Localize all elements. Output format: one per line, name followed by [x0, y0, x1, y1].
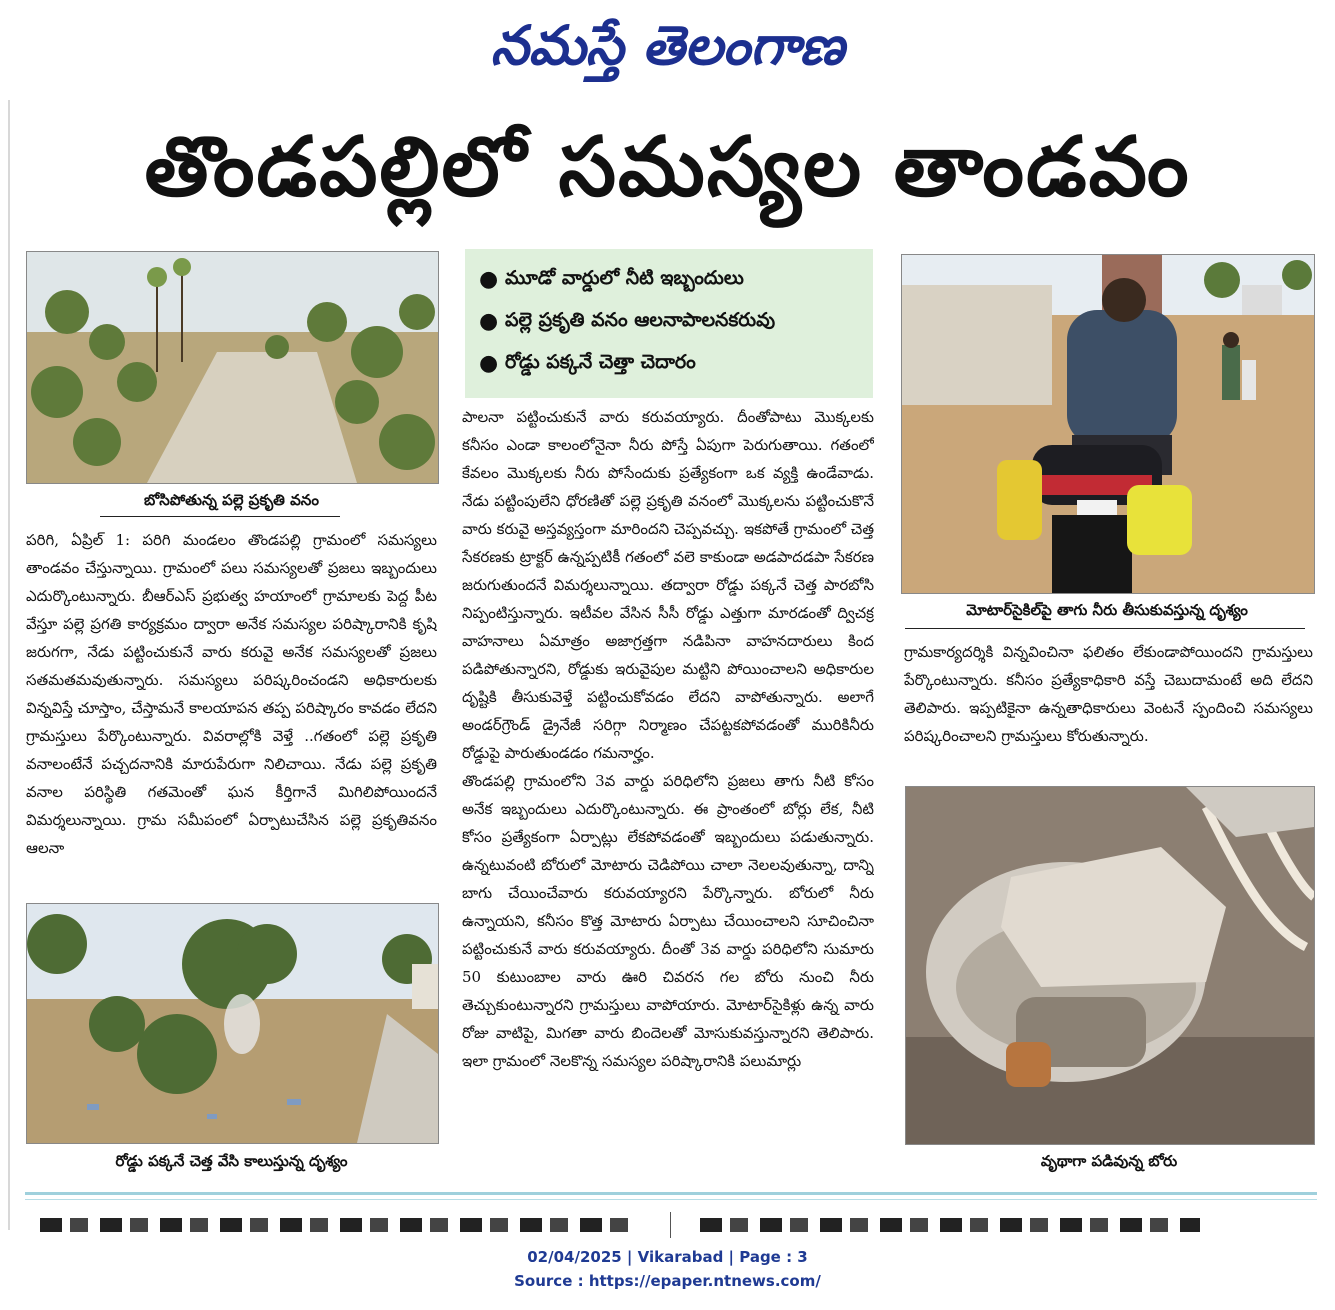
column-middle-paragraph-1: పాలనా పట్టించుకునే వారు కరువయ్యారు. దీంతోపాటు మొక్కలకు కనీసం ఎండా కాలంలోనైనా నీరు పోస్తే ఏపుగా పెరుగుతాయి. గతంలో కేవలం మొక్కలకు నీరు పోసేందుకు ప్రత్యేకంగా ఒక వ్యక్తి ఉండేవాడు. నేడు పట్టింపులేని ధోరణితో పల్లె ప్రకృతి వనంలో మొక్కలను పట్టించుకొనే వారు కరువై అస్తవ్యస్తంగా మారిందని చెప్పవచ్చు. ఇకపోతే గ్రామంలో చెత్త సేకరణకు ట్రాక్టర్ ఉన్నప్పటికీ గతంలో వలె కాకుండా అడపాదడపా సేకరణ జరుగుతుందనే విమర్శలున్నాయి. తద్వారా రోడ్డు పక్కనే చెత్త పారబోసి నిప్పంటిస్తున్నారు. ఇటీవల వేసిన సీసీ రోడ్డు ఎత్తుగా మారడంతో ద్విచక్ర వాహనాలు ఏమాత్రం అజాగ్రత్తగా నడిపినా వాహనదారులు కింద పడిపోతున్నారని, రోడ్డుకు ఇరువైపుల మట్టిని పోయించాలని అధికారుల దృష్టికి తీసుకువెళ్తే పట్టించుకోవడం లేదని వాపోతున్నారు. అలాగే అండర్‌గ్రౌండ్ డ్రైనేజీ సరిగ్గా నిర్మాణం చేపట్టకపోవడంతో మురికినీరు రోడ్డుపై పారుతుండడం గమనార్హం.: [462, 408, 874, 762]
bullet-icon: ●: [479, 351, 499, 376]
motorcycle-photo-caption: మోటార్‌సైకిల్‌పై తాగు నీరు తీసుకువస్తున్న దృశ్యం: [966, 601, 1248, 619]
cropped-next-headline-right: [700, 1218, 1200, 1232]
park-photo: [26, 251, 439, 484]
column-right-text: గ్రామకార్యదర్శికి విన్నవించినా ఫలితం లేకుండాపోయిందని గ్రామస్తులు పేర్కొంటున్నారు. కనీసం ప్రత్యేకాధికారి వస్తే చెబుదామంటే అది లేదని తెలిపారు. ఇప్పటికైనా ఉన్నతాధికారులు వెంటనే స్పందించి సమస్యలు పరిష్కరించాలని గ్రామస్తులు కోరుతున్నారు.: [904, 643, 1313, 745]
highlight-item: [479, 301, 859, 343]
column-middle-paragraph-2: తొండపల్లి గ్రామంలోని 3వ వార్డు పరిధిలోని ప్రజలు తాగు నీటి కోసం అనేక ఇబ్బందులు ఎదుర్కొంటున్నారు. ఈ ప్రాంతంలో బోర్లు లేక, నీటి కోసం ప్రత్యేకంగా ఏర్పాట్లు లేకపోవడంతో ఇబ్బందులు పడుతున్నారు. ఉన్నటువంటి బోరులో మోటారు చెడిపోయి చాలా నెలలవుతున్నా, దాన్ని బాగు చేయించేవారు కరువయ్యారని పేర్కొన్నారు. బోరులో నీరు ఉన్నాయని, కనీసం కొత్త మోటారు ఏర్పాటు చేయించాలని సూచించినా పట్టించుకునే వారు కరువయ్యారు. దీంతో 3వ వార్డు పరిధిలోని సుమారు 50 కుటుంబాల వారు ఊరి చివరన గల బోరు నుంచి నీరు తెచ్చుకుంటున్నారని గ్రామస్తులు వాపోయారు. మోటార్‌సైకిళ్లు ఉన్న వారు రోజు వాటిపై, మిగతా వారు బిందెలతో మోసుకువస్తున్నారని తెలిపారు. ఇలా గ్రామంలో నెలకొన్న సమస్యల పరిష్కారానికి పలుమార్లు: [462, 772, 874, 1070]
source-link[interactable]: Source : https://epaper.ntnews.com/: [514, 1272, 821, 1290]
highlight-item: [479, 343, 859, 385]
page-left-rule: [8, 100, 10, 1230]
article-column-middle: [462, 403, 874, 1186]
garbage-burning-photo: [26, 903, 439, 1144]
highlight-text: రోడ్డు పక్కనే చెత్తా చెదారం: [505, 350, 696, 373]
highlight-item: [479, 259, 859, 301]
bottom-rule: [25, 1199, 1317, 1200]
bottom-rule: [25, 1192, 1317, 1195]
borewell-photo-caption: వృథాగా పడివున్న బోరు: [1040, 1152, 1178, 1170]
park-photo-caption: బోసిపోతున్న పల్లె ప్రకృతి వనం: [144, 491, 319, 509]
garbage-photo-caption: రోడ్డు పక్కనే చెత్త వేసి కాలుస్తున్న దృశ్యం: [115, 1152, 348, 1170]
borewell-photo: [905, 786, 1315, 1145]
column-divider: [670, 1212, 671, 1238]
article-column-right: [904, 638, 1313, 778]
article-headline: తొండపల్లిలో సమస్యల తాండవం: [144, 120, 1191, 215]
bullet-icon: ●: [479, 309, 499, 334]
column-left-text: పరిగి, ఏప్రిల్ 1: పరిగి మండలం తొండపల్లి గ్రామంలో సమస్యలు తాండవం చేస్తున్నాయి. గ్రామంలో పలు సమస్యలతో ప్రజలు ఇబ్బందులు ఎదుర్కొంటున్నారు. బీఆర్ఎస్ ప్రభుత్వ హయాంలో గ్రామాలకు పెద్ద పీట వేస్తూ పల్లె ప్రగతి కార్యక్రమం ద్వారా అనేక సమస్యల పరిష్కారానికి కృషి జరుగగా, నేడు పట్టించుకునే వారు కరువై అనేక సమస్యలతో ప్రజలు సతమతమవుతున్నారు. సమస్యలు పరిష్కరించండని అధికారులకు విన్నవిస్తే చూస్తాం, చేస్తామనే కాలయాపన తప్ప పరిష్కారం కావడం లేదని గ్రామస్తులు పేర్కొంటున్నారు. వివరాల్లోకి వెళ్తే ..గతంలో పల్లె ప్రకృతి వనాలంటేనే పచ్చదనానికి మారుపేరుగా నిలిచాయి. నేడు పల్లె ప్రకృతి వనాల పరిస్థితి గతమెంతో ఘన కీర్తిగానే మిగిలిపోయిందనే విమర్శలున్నాయి. గ్రామ సమీపంలో ఏర్పాటుచేసిన పల్లె ప్రకృతివనం ఆలనా: [26, 531, 437, 857]
motorcycle-water-photo: [901, 254, 1315, 594]
article-column-left: [26, 526, 437, 891]
highlight-text: పల్లె ప్రకృతి వనం ఆలనాపాలనకరువు: [505, 308, 776, 331]
bullet-icon: ●: [479, 267, 499, 292]
highlight-text: మూడో వార్డులో నీటి ఇబ్బందులు: [505, 266, 744, 289]
highlights-box: [465, 249, 873, 398]
newspaper-masthead: నమస్తే తెలంగాణ: [490, 13, 845, 77]
caption-underline: [100, 516, 340, 517]
cropped-next-headline-left: [40, 1218, 640, 1232]
edition-info: 02/04/2025 | Vikarabad | Page : 3: [527, 1248, 808, 1266]
caption-underline: [905, 628, 1305, 629]
